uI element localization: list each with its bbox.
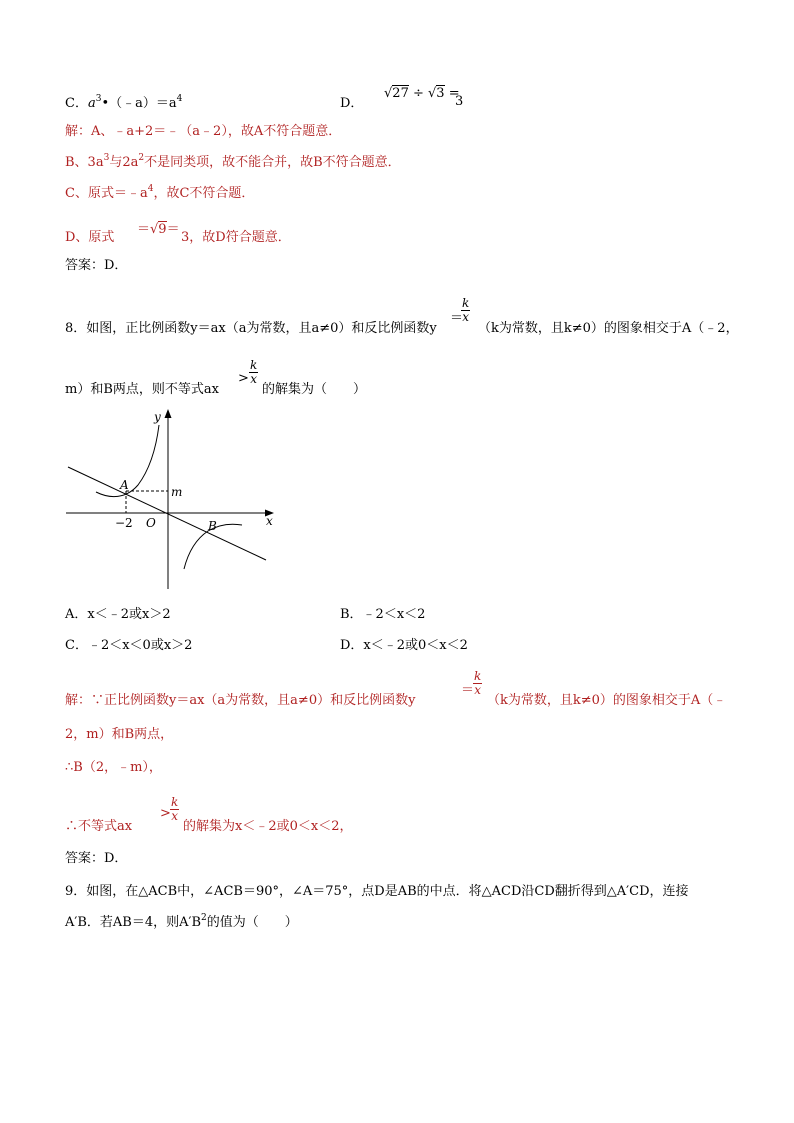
- origin-label: O: [146, 516, 156, 530]
- m-label: m: [171, 485, 183, 499]
- q7-solution-b: B、$3a^3$与$2a^2$不是同类项，故不能合并，故B不符合题意．: [65, 153, 401, 170]
- q8-solution-line4-rest: 的解集为x＜﹣2或0＜x＜2，: [183, 819, 353, 834]
- q9-stem-line1: 9．如图，在△ACB中，∠ACB＝90°，∠A＝75°，点D是AB的中点．将△ACD沿CD翻折得到△A′CD，连接: [65, 884, 689, 899]
- q8-solution-line3: ∴B（2，﹣m），: [65, 760, 162, 775]
- q8-solution-line2: 2，m）和B两点，: [65, 727, 174, 742]
- q8-answer: 答案：D．: [65, 851, 128, 866]
- y-axis-arrow: [165, 409, 172, 418]
- q8-option-a: A．x＜﹣2或x＞2: [65, 607, 171, 622]
- q7-option-c: C．$a^3•(﹣a)=a^4$: [65, 94, 183, 111]
- q7-option-d-result: 3: [455, 94, 464, 109]
- q8-solution-line1: 解：∵正比例函数y＝ax（a为常数，且a≠0）和反比例函数y: [65, 693, 416, 708]
- q8-option-b: B．﹣2＜x＜2: [340, 607, 426, 622]
- q8-stem-line1: 8．如图，正比例函数y＝ax（a为常数，且a≠0）和反比例函数y: [65, 321, 437, 336]
- q8-stem-fraction-2: $\frac{k}{x}$: [250, 358, 258, 386]
- q7-solution-d-expression: ＝√9＝: [137, 222, 180, 237]
- q7-solution-d-result: 3，故D符合题意．: [181, 230, 291, 245]
- q8-stem-line2-rest: 的解集为（ ）: [262, 382, 367, 397]
- q9-stem-line2: A′B．若AB＝4，则$A'B^2$的值为（ ）: [65, 913, 298, 930]
- y-axis-label: y: [154, 410, 161, 424]
- q8-stem-eq: ＝: [450, 311, 464, 326]
- q8-option-c: C．﹣2＜x＜0或x＞2: [65, 638, 193, 653]
- q7-solution-d: D、原式: [65, 230, 115, 245]
- q8-solution-eq: ＝: [461, 683, 475, 698]
- q7-solution-a: 解：A、﹣a+2＝﹣（a﹣2），故A不符合题意．: [65, 124, 342, 139]
- point-a-label: A: [120, 478, 129, 492]
- q8-option-d: D．x＜﹣2或0＜x＜2: [340, 638, 468, 653]
- q7-answer: 答案：D．: [65, 258, 128, 273]
- function-graph: [62, 403, 282, 593]
- q8-solution-line1-rest: （k为常数，且k≠0）的图象相交于A（﹣: [487, 693, 727, 708]
- q8-solution-fraction: $\frac{k}{x}$: [474, 669, 482, 697]
- q7-solution-c: C、原式$=﹣a^4$，故C不符合题．: [65, 184, 255, 201]
- q8-stem-gt: >: [238, 371, 249, 386]
- point-b-label: B: [208, 519, 217, 533]
- q8-solution-fraction-2: $\frac{k}{x}$: [171, 795, 179, 823]
- q8-solution-line4: ∴不等式ax: [65, 819, 133, 834]
- q7-option-d: D．: [340, 96, 364, 111]
- q8-solution-gt: >: [160, 806, 171, 821]
- q8-stem-fraction: $\frac{k}{x}$: [462, 296, 470, 324]
- x-axis-label: x: [266, 514, 273, 528]
- q8-stem-line1-rest: （k为常数，且k≠0）的图象相交于A（﹣2，: [478, 321, 739, 336]
- neg-two-label: −2: [115, 516, 133, 530]
- q8-stem-line2: m）和B两点，则不等式ax: [65, 382, 219, 397]
- q7-option-d-expression: √27 ÷ √3 =: [384, 86, 460, 101]
